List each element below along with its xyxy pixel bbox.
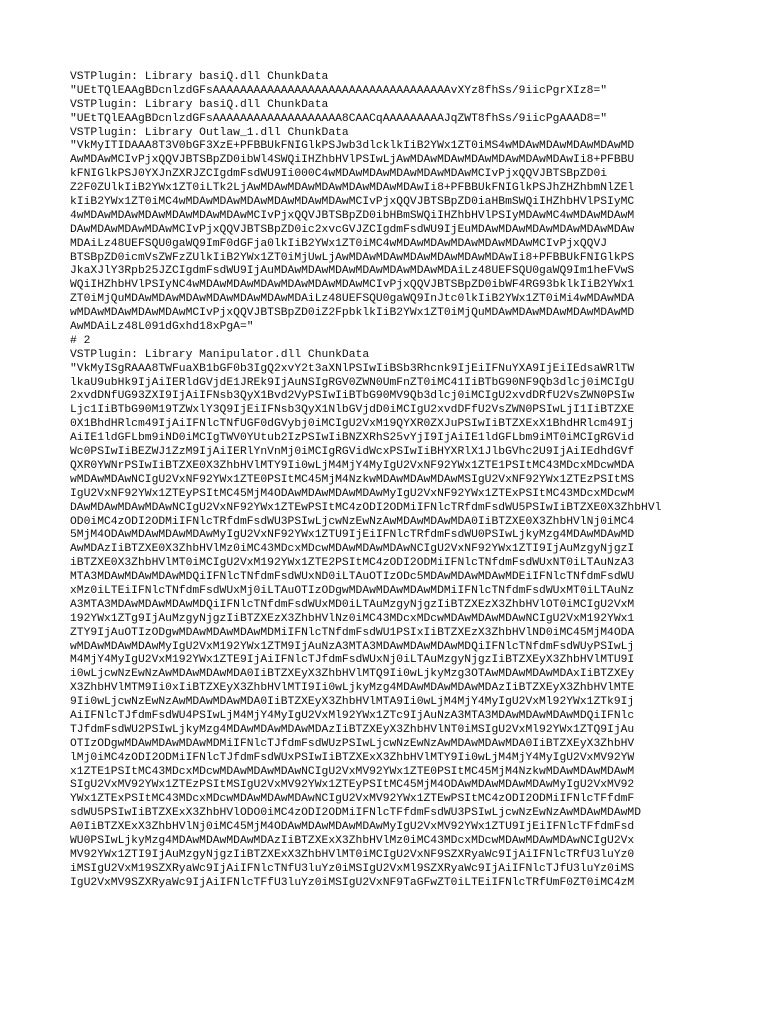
document-line: QXR0YWNrPSIwIiBTZXE0X3ZhbHVlMTY9Ii0wLjM4MjY4MyIgU2VxNF92YWx1ZTE1PSItMC43MDcxMDcwMDA (70, 459, 635, 472)
document-line: sdWU5PSIwIiBTZXExX3ZhbHVlODO0iMC4zODI2ODMiIFNlcTFfdmFsdWU3PSIwLjcwNzEwNzAwMDAwMDAwMD (70, 807, 642, 820)
document-line: Z2F0ZUlkIiB2YWx1ZT0iLTk2LjAwMDAwMDAwMDAwMDAwMDAwMDAwIi8+PFBBUkFNIGlkPSJhZHZhbmNlZEl (70, 182, 635, 195)
document-line: AiIFNlcTJfdmFsdWU4PSIwLjM4MjY4MyIgU2VxMl92YWx1ZTc9IjAuNzA3MTA3MDAwMDAwMDAwMDQiIFNlc (70, 709, 635, 722)
document-line: kIiB2YWx1ZT0iMC4wMDAwMDAwMDAwMDAwMDAwMDAwMCIvPjxQQVJBTSBpZD0iaHBmSWQiIHZhbHVlPSIyMC (70, 196, 635, 209)
document-line: 2xvdDNfUG93ZXI9IjAiIFNsb3QyX1Bvd2VyPSIwIiBTbG90MV9Qb3dlcj0iMCIgU2xvdDRfU2VsZWN0PSIw (70, 390, 635, 403)
document-line: # 2 (70, 334, 91, 347)
document-line: X3ZhbHVlMTM9Ii0xIiBTZXEyX3ZhbHVlMTI9Ii0wLjkyMzg4MDAwMDAwMDAwMDAzIiBTZXEyX3ZhbHVlMTE (70, 682, 635, 695)
document-line: lMj0iMC4zODI2ODMiIFNlcTJfdmFsdWUxPSIwIiBTZXExX3ZhbHVlMTY9Ii0wLjM4MjY4MyIgU2VxMV92YW (70, 751, 635, 764)
document-line: AwMDAwMCIvPjxQQVJBTSBpZD0ibWl4SWQiIHZhbHVlPSIwLjAwMDAwMDAwMDAwMDAwMDAwMDAwIi8+PFBBU (70, 154, 635, 167)
document-line: iMSIgU2VxM19SZXRyaWc9IjAiIFNlcTNfU3luYz0iMSIgU2VxMl9SZXRyaWc9IjAiIFNlcTJfU3luYz0iMS (70, 862, 635, 875)
document-line: 4wMDAwMDAwMDAwMDAwMDAwMDAwMCIvPjxQQVJBTSBpZD0ibHBmSWQiIHZhbHVlPSIyMDAwMC4wMDAwMDAwM (70, 209, 635, 222)
document-line: VSTPlugin: Library Outlaw_1.dll ChunkData (70, 126, 349, 139)
document-line: wMDAwMDAwMDAwMDAwMCIvPjxQQVJBTSBpZD0iZ2FpbklkIiB2YWx1ZT0iMjQuMDAwMDAwMDAwMDAwMDAwMD (70, 307, 635, 320)
document-line: AwMDAiLz48L091dGxhd18xPgA=" (70, 321, 254, 334)
document-line: M4MjY4MyIgU2VxM192YWx1ZTE9IjAiIFNlcTJfdmFsdWUxNj0iLTAuMzgyNjgzIiBTZXEyX3ZhbHVlMTU9I (70, 654, 635, 667)
document-line: wMDAwMDAwNCIgU2VxNF92YWx1ZTE0PSItMC45MjM4NzkwMDAwMDAwMDAwMSIgU2VxNF92YWx1ZTEzPSItMS (70, 473, 635, 486)
document-line: 9Ii0wLjcwNzEwNzAwMDAwMDAwMDA0IiBTZXEyX3ZhbHVlMTA9Ii0wLjM4MjY4MyIgU2VxMl92YWx1ZTk9Ij (70, 696, 635, 709)
document-line: xMz0iLTEiIFNlcTNfdmFsdWUxMj0iLTAuOTIzODgwMDAwMDAwMDAwMDMiIFNlcTNfdmFsdWUxMT0iLTAuNz (70, 584, 635, 597)
document-line: wMDAwMDAwMDAwMyIgU2VxM192YWx1ZTM9IjAuNzA3MTA3MDAwMDAwMDAwMDQiIFNlcTNfdmFsdWUyPSIwLj (70, 640, 635, 653)
document-line: AwMDAzIiBTZXE0X3ZhbHVlMz0iMC43MDcxMDcwMDAwMDAwMDAwNCIgU2VxNF92YWx1ZTI9IjAuMzgyNjgzI (70, 543, 635, 556)
document-line: DAwMDAwMDAwMDAwMCIvPjxQQVJBTSBpZD0ic2xvcGVJZCIgdmFsdWU9IjEuMDAwMDAwMDAwMDAwMDAwMDAw (70, 223, 635, 236)
document-line: TJfdmFsdWU2PSIwLjkyMzg4MDAwMDAwMDAwMDAzIiBTZXEyX3ZhbHVlNT0iMSIgU2VxMl92YWx1ZTQ9IjAu (70, 723, 635, 736)
document-line: VSTPlugin: Library basiQ.dll ChunkData (70, 71, 329, 83)
document-line: BTSBpZD0icmVsZWFzZUlkIiB2YWx1ZT0iMjUwLjAwMDAwMDAwMDAwMDAwMDAwMDAwIi8+PFBBUkFNIGlkPS (70, 251, 635, 264)
document-line: SIgU2VxMV92YWx1ZTEzPSItMSIgU2VxMV92YWx1ZTEyPSItMC45MjM4ODAwMDAwMDAwMDAwMyIgU2VxMV92 (70, 779, 635, 792)
document-line: "UEtTQlEAAgBDcnlzdGFsAAAAAAAAAAAAAAAAAAAAAAAAAAAAAAAAAAAvXYz8fhSs/9iicPgrXIz8=" (70, 84, 608, 97)
document-line: A3MTA3MDAwMDAwMDAwMDQiIFNlcTNfdmFsdWUxMD0iLTAuMzgyNjgzIiBTZXEzX3ZhbHVlOT0iMCIgU2VxM (70, 598, 635, 611)
document-line: 192YWx1ZTg9IjAuMzgyNjgzIiBTZXEzX3ZhbHVlNz0iMC43MDcxMDcwMDAwMDAwMDAwNCIgU2VxM192YWx1 (70, 612, 635, 625)
document-line: YWx1ZTExPSItMC43MDcxMDcwMDAwMDAwMDAwNCIgU2VxMV92YWx1ZTEwPSItMC4zODI2ODMiIFNlcTFfdmF (70, 793, 635, 806)
document-line: "VkMyISgRAAA8TWFuaXB1bGF0b3IgQ2xvY2t3aXNlPSIwIiBSb3Rhcnk9IjEiIFNuYXA9IjEiIEdsaWRlTW (70, 362, 635, 375)
document-line: VSTPlugin: Library Manipulator.dll ChunkData (70, 348, 370, 361)
document-line: MDAiLz48UEFSQU0gaWQ9ImF0dGFja0lkIiB2YWx1ZT0iMC4wMDAwMDAwMDAwMDAwMDAwMCIvPjxQQVJ (70, 237, 608, 250)
document-line: OTIzODgwMDAwMDAwMDAwMDMiIFNlcTJfdmFsdWUzPSIwLjcwNzEwNzAwMDAwMDAwMDA0IiBTZXEyX3ZhbHV (70, 737, 635, 750)
document-line: iBTZXE0X3ZhbHVlMT0iMCIgU2VxM192YWx1ZTE2PSItMC4zODI2ODMiIFNlcTNfdmFsdWUxNT0iLTAuNzA3 (70, 557, 635, 570)
document-line: Ljc1IiBTbG90M19TZWxlY3Q9IjEiIFNsb3QyX1NlbGVjdD0iMCIgU2xvdDFfU2VsZWN0PSIwLjI1IiBTZXE (70, 404, 635, 417)
document-line: WQiIHZhbHVlPSIyNC4wMDAwMDAwMDAwMDAwMDAwMDAwMCIvPjxQQVJBTSBpZD0ibWF4RG93bklkIiB2YWx1 (70, 279, 635, 292)
document-line: JkaXJlY3Rpb25JZCIgdmFsdWU9IjAuMDAwMDAwMDAwMDAwMDAwMDAwMDAiLz48UEFSQU0gaWQ9Im1heFVwS (70, 265, 635, 278)
document-line: x1ZTE1PSItMC43MDcxMDcwMDAwMDAwMDAwNCIgU2VxMV92YWx1ZTE0PSItMC45MjM4NzkwMDAwMDAwMDAwM (70, 765, 635, 778)
document-line: lkaU9ubHk9IjAiIERldGVjdE1JREk9IjAuNSIgRGV0ZWN0UmFnZT0iMC41IiBTbG90NF9Qb3dlcj0iMCIgU (70, 376, 635, 389)
chunk-data-document (70, 71, 698, 891)
document-line: IgU2VxMV9SZXRyaWc9IjAiIFNlcTFfU3luYz0iMSIgU2VxNF9TaGFwZT0iLTEiIFNlcTRfUmF0ZT0iMC4zM (70, 876, 635, 889)
document-line: "VkMyITIDAAA8T3V0bGF3XzE+PFBBUkFNIGlkPSJwb3dlcklkIiB2YWx1ZT0iMS4wMDAwMDAwMDAwMDAwMD (70, 140, 635, 153)
document-line: WU0PSIwLjkyMzg4MDAwMDAwMDAwMDAzIiBTZXExX3ZhbHVlMz0iMC43MDcxMDcwMDAwMDAwMDAwNCIgU2Vx (70, 834, 635, 847)
document-line: A0IiBTZXExX3ZhbHVlNj0iMC45MjM4ODAwMDAwMDAwMDAwMyIgU2VxMV92YWx1ZTU9IjEiIFNlcTFfdmFsd (70, 821, 635, 834)
document-line: VSTPlugin: Library basiQ.dll ChunkData (70, 98, 329, 111)
document-line: 5MjM4ODAwMDAwMDAwMDAwMyIgU2VxNF92YWx1ZTU9IjEiIFNlcTRfdmFsdWU0PSIwLjkyMzg4MDAwMDAwMD (70, 529, 635, 542)
document-line: ZT0iMjQuMDAwMDAwMDAwMDAwMDAwMDAwMDAiLz48UEFSQU0gaWQ9InJtc0lkIiB2YWx1ZT0iMi4wMDAwMDA (70, 293, 635, 306)
document-line: ZTY9IjAuOTIzODgwMDAwMDAwMDAwMDMiIFNlcTNfdmFsdWU1PSIxIiBTZXEzX3ZhbHVlND0iMC45MjM4ODA (70, 626, 635, 639)
document-line: MV92YWx1ZTI9IjAuMzgyNjgzIiBTZXExX3ZhbHVlMT0iMCIgU2VxNF9SZXRyaWc9IjAiIFNlcTRfU3luYz0 (70, 848, 635, 861)
document-line: DAwMDAwMDAwMDAwNCIgU2VxNF92YWx1ZTEwPSItMC4zODI2ODMiIFNlcTRfdmFsdWU5PSIwIiBTZXE0X3ZhbHVl (70, 501, 662, 514)
document-line: "UEtTQlEAAgBDcnlzdGFsAAAAAAAAAAAAAAAAAAA8CAACqAAAAAAAAAJqZWT8fhSs/9iicPgAAAD8=" (70, 112, 608, 125)
document-line: AiIE1ldGFLbm9iND0iMCIgTWV0YUtub2IzPSIwIiBNZXRhS25vYjI9IjAiIE1ldGFLbm9iMT0iMCIgRGVid (70, 432, 635, 445)
document-line: IgU2VxNF92YWx1ZTEyPSItMC45MjM4ODAwMDAwMDAwMDAwMyIgU2VxNF92YWx1ZTExPSItMC43MDcxMDcwM (70, 487, 635, 500)
document-line: MTA3MDAwMDAwMDAwMDQiIFNlcTNfdmFsdWUxND0iLTAuOTIzODc5MDAwMDAwMDAwMDEiIFNlcTNfdmFsdWU (70, 571, 635, 584)
document-line: Wc0PSIwIiBEZWJ1ZzM9IjAiIERlYnVnMj0iMCIgRGVidWcxPSIwIiBHYXRlX1JlbGVhc2U9IjAiIEdhdGVf (70, 446, 635, 459)
document-line: kFNIGlkPSJ0YXJnZXRJZCIgdmFsdWU9Ii000C4wMDAwMDAwMDAwMDAwMDAwMCIvPjxQQVJBTSBpZD0i (70, 168, 608, 181)
document-line: i0wLjcwNzEwNzAwMDAwMDAwMDA0IiBTZXEyX3ZhbHVlMTQ9Ii0wLjkyMzg3OTAwMDAwMDAwMDAxIiBTZXEy (70, 668, 635, 681)
document-line: OD0iMC4zODI2ODMiIFNlcTRfdmFsdWU3PSIwLjcwNzEwNzAwMDAwMDAwMDA0IiBTZXE0X3ZhbHVlNj0iMC4 (70, 515, 635, 528)
document-line: 0X1BhdHRlcm49IjAiIFNlcTNfUGF0dGVybj0iMCIgU2VxM19QYXR0ZXJuPSIwIiBTZXExX1BhdHRlcm49Ij (70, 418, 635, 431)
